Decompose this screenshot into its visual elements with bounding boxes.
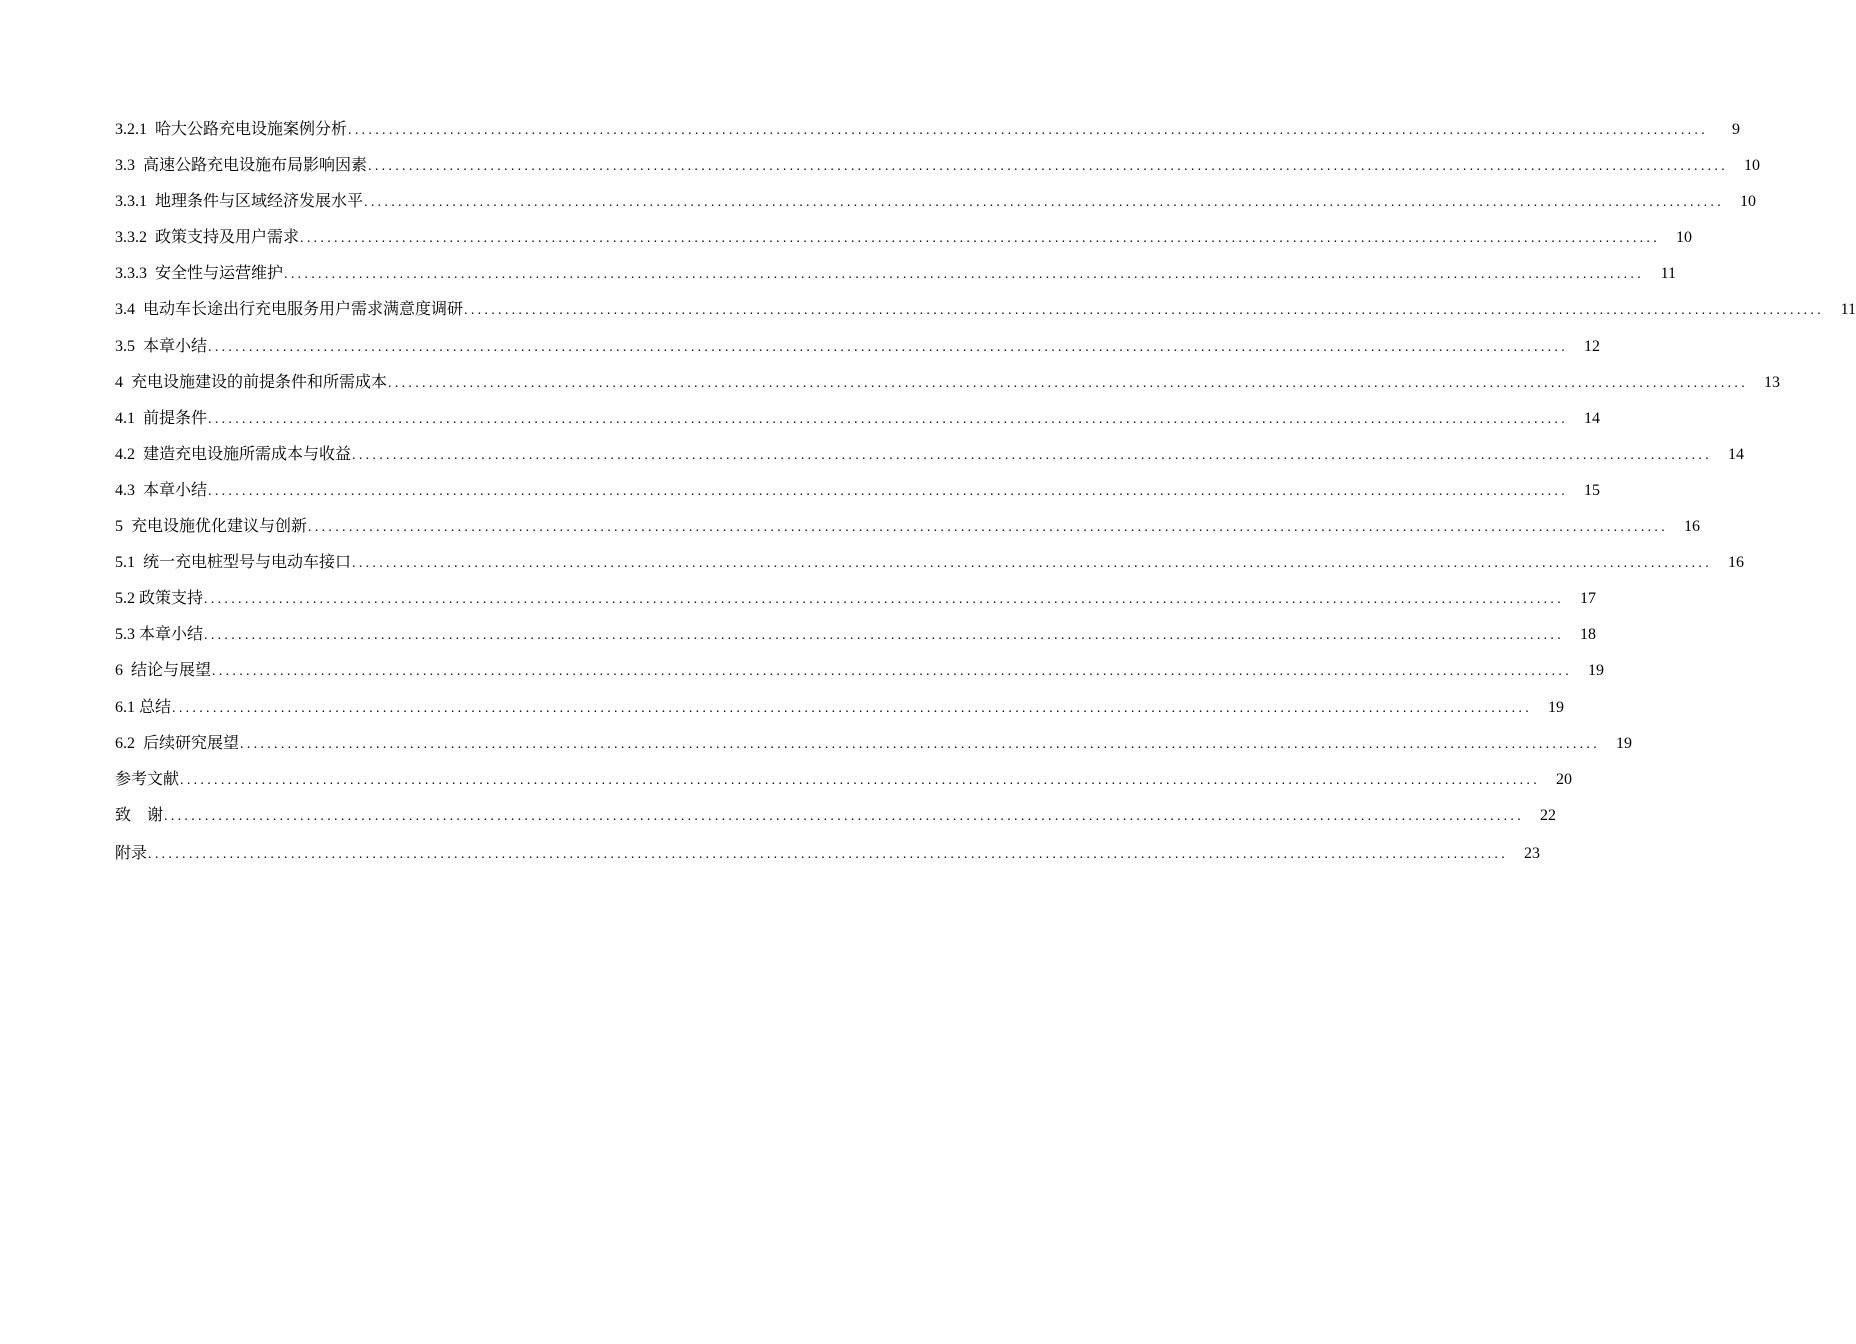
toc-dot-leader: ........................................................................................................................................................................................................ bbox=[352, 556, 1713, 572]
toc-entry[interactable] bbox=[115, 154, 1761, 190]
toc-dot-leader: ........................................................................................................................................................................................................ bbox=[388, 375, 1749, 391]
toc-entry-title: 附录 bbox=[115, 844, 148, 862]
toc-dot-leader: ........................................................................................................................................................................................................ bbox=[284, 267, 1645, 283]
toc-entry-page: 10 bbox=[1744, 157, 1761, 175]
toc-entry[interactable] bbox=[115, 804, 1557, 840]
toc-dot-leader: ........................................................................................................................................................................................................ bbox=[164, 808, 1525, 824]
toc-entry[interactable] bbox=[115, 298, 1856, 334]
toc-entry-page: 19 bbox=[1548, 698, 1565, 716]
toc-entry[interactable] bbox=[115, 842, 1541, 880]
toc-entry-page: 19 bbox=[1616, 734, 1633, 752]
toc-dot-leader: ........................................................................................................................................................................................................ bbox=[208, 483, 1569, 499]
toc-dot-leader: ........................................................................................................................................................................................................ bbox=[212, 664, 1573, 680]
toc-entry-page: 19 bbox=[1588, 662, 1605, 680]
toc-entry-page: 22 bbox=[1540, 806, 1557, 824]
toc-entry-page: 20 bbox=[1556, 770, 1573, 788]
toc-entry[interactable] bbox=[115, 623, 1597, 659]
toc-dot-leader: ........................................................................................................................................................................................................ bbox=[300, 231, 1661, 247]
toc-entry[interactable] bbox=[115, 226, 1693, 262]
toc-entry-title: 5.3 本章小结 bbox=[115, 626, 204, 644]
toc-entry[interactable] bbox=[115, 479, 1601, 515]
toc-entry[interactable] bbox=[115, 443, 1745, 479]
toc-dot-leader: ........................................................................................................................................................................................................ bbox=[204, 592, 1565, 608]
toc-dot-leader: ........................................................................................................................................................................................................ bbox=[368, 159, 1729, 175]
toc-dot-leader: ........................................................................................................................................................................................................ bbox=[364, 195, 1725, 211]
toc-entry[interactable] bbox=[115, 587, 1597, 623]
toc-entry-title: 3.3.3 安全性与运营维护 bbox=[115, 265, 284, 283]
table-of-contents bbox=[115, 118, 1856, 880]
toc-entry-title: 4.3 本章小结 bbox=[115, 481, 208, 499]
toc-entry-page: 17 bbox=[1580, 590, 1597, 608]
toc-entry-page: 9 bbox=[1732, 121, 1741, 138]
toc-dot-leader: ........................................................................................................................................................................................................ bbox=[348, 123, 1709, 138]
toc-entry-title: 6.1 总结 bbox=[115, 698, 172, 716]
toc-entry-title: 3.3 高速公路充电设施布局影响因素 bbox=[115, 157, 368, 175]
toc-entry[interactable] bbox=[115, 371, 1781, 407]
toc-entry[interactable] bbox=[115, 551, 1745, 587]
toc-entry[interactable] bbox=[115, 118, 1741, 154]
toc-entry-page: 14 bbox=[1728, 445, 1745, 463]
toc-entry-title: 致 谢 bbox=[115, 806, 164, 824]
toc-entry-title: 6.2 后续研究展望 bbox=[115, 734, 240, 752]
toc-entry-page: 16 bbox=[1728, 554, 1745, 572]
toc-entry-page: 12 bbox=[1584, 337, 1601, 355]
toc-dot-leader: ........................................................................................................................................................................................................ bbox=[180, 772, 1541, 788]
toc-entry-page: 15 bbox=[1584, 481, 1601, 499]
toc-entry-page: 10 bbox=[1740, 193, 1757, 211]
toc-entry-title: 5.2 政策支持 bbox=[115, 590, 204, 608]
toc-dot-leader: ........................................................................................................................................................................................................ bbox=[240, 736, 1601, 752]
toc-entry-page: 13 bbox=[1764, 373, 1781, 391]
toc-entry-page: 23 bbox=[1524, 844, 1541, 862]
toc-entry-title: 4.1 前提条件 bbox=[115, 409, 208, 427]
toc-entry-title: 3.4 电动车长途出行充电服务用户需求满意度调研 bbox=[115, 301, 464, 319]
toc-entry-page: 14 bbox=[1584, 409, 1601, 427]
toc-entry[interactable] bbox=[115, 515, 1701, 551]
toc-entry-title: 3.3.2 政策支持及用户需求 bbox=[115, 229, 300, 247]
toc-entry-title: 3.5 本章小结 bbox=[115, 337, 208, 355]
toc-entry-page: 18 bbox=[1580, 626, 1597, 644]
toc-entry-title: 4 充电设施建设的前提条件和所需成本 bbox=[115, 373, 388, 391]
toc-dot-leader: ........................................................................................................................................................................................................ bbox=[208, 411, 1569, 427]
toc-entry[interactable] bbox=[115, 335, 1601, 371]
toc-entry[interactable] bbox=[115, 190, 1757, 226]
toc-entry-title: 3.3.1 地理条件与区域经济发展水平 bbox=[115, 193, 364, 211]
toc-dot-leader: ........................................................................................................................................................................................................ bbox=[464, 303, 1825, 319]
toc-entry-title: 5.1 统一充电桩型号与电动车接口 bbox=[115, 554, 352, 572]
toc-entry-page: 10 bbox=[1676, 229, 1693, 247]
toc-entry[interactable] bbox=[115, 407, 1601, 443]
toc-entry-page: 11 bbox=[1660, 265, 1677, 283]
toc-entry-page: 16 bbox=[1684, 518, 1701, 536]
toc-entry[interactable] bbox=[115, 768, 1573, 804]
toc-entry-title: 参考文献 bbox=[115, 770, 180, 788]
toc-entry[interactable] bbox=[115, 262, 1677, 298]
toc-dot-leader: ........................................................................................................................................................................................................ bbox=[148, 846, 1509, 862]
toc-dot-leader: ........................................................................................................................................................................................................ bbox=[208, 339, 1569, 355]
toc-entry-page: 11 bbox=[1840, 301, 1856, 319]
toc-entry-title: 5 充电设施优化建议与创新 bbox=[115, 518, 308, 536]
toc-entry-title: 6 结论与展望 bbox=[115, 662, 212, 680]
toc-entry[interactable] bbox=[115, 696, 1565, 732]
toc-entry[interactable] bbox=[115, 659, 1605, 695]
toc-entry-title: 4.2 建造充电设施所需成本与收益 bbox=[115, 445, 352, 463]
toc-entry-title: 3.2.1 哈大公路充电设施案例分析 bbox=[115, 121, 348, 138]
toc-dot-leader: ........................................................................................................................................................................................................ bbox=[352, 447, 1713, 463]
toc-dot-leader: ........................................................................................................................................................................................................ bbox=[204, 628, 1565, 644]
toc-entry[interactable] bbox=[115, 732, 1633, 768]
toc-dot-leader: ........................................................................................................................................................................................................ bbox=[308, 520, 1669, 536]
toc-dot-leader: ........................................................................................................................................................................................................ bbox=[172, 700, 1533, 716]
